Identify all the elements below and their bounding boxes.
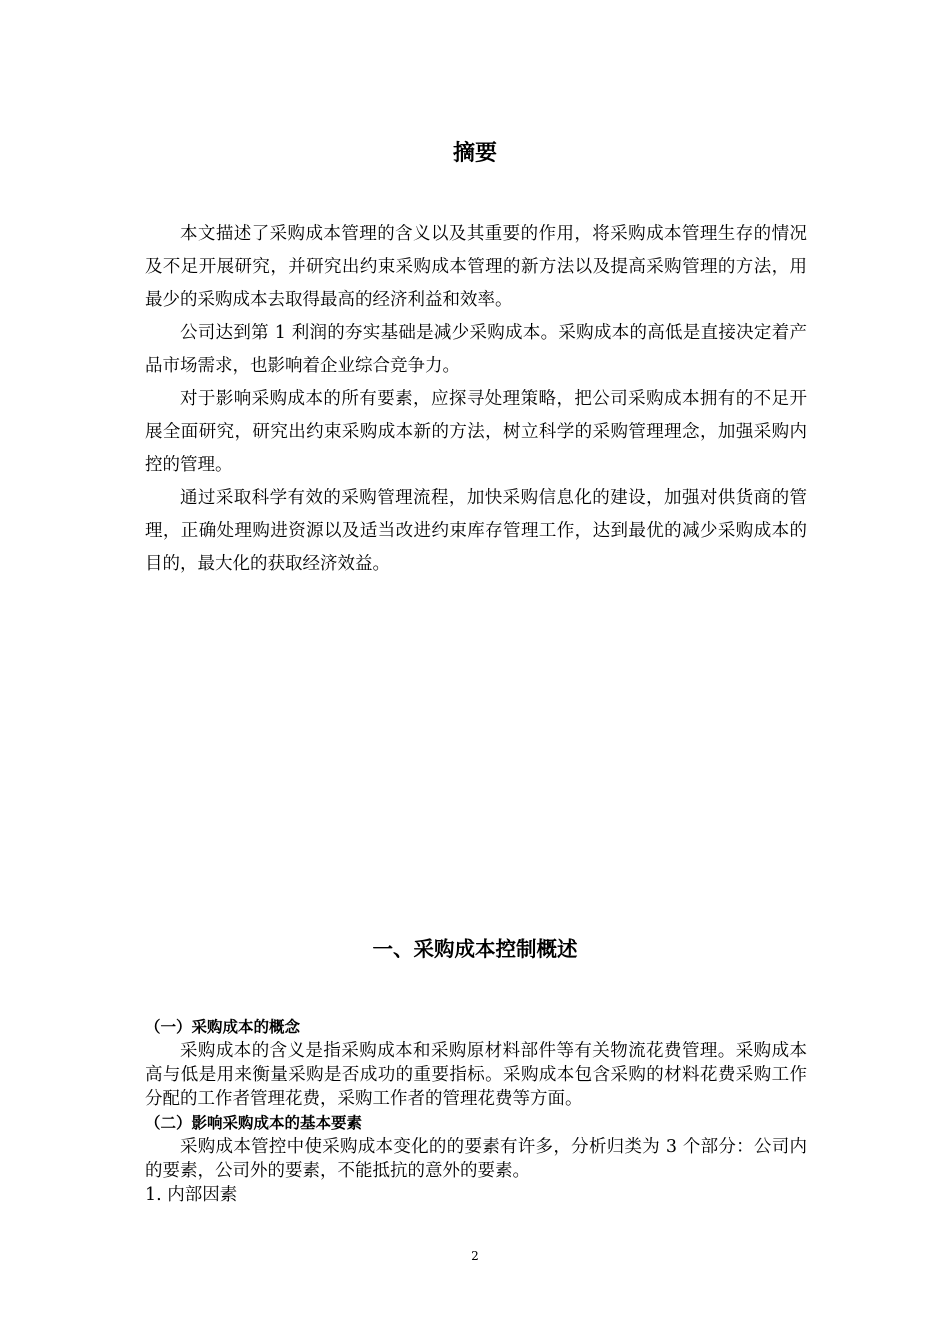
subsection-paragraph-2: 采购成本管控中使采购成本变化的的要素有许多，分析归类为 3 个部分：公司内的要素，公司外的要素，不能抵抗的意外的要素。 xyxy=(145,1137,807,1181)
section-title: 一、采购成本控制概述 xyxy=(372,937,578,961)
subsection-heading-1: （一）采购成本的概念 xyxy=(145,1018,301,1036)
abstract-paragraph-3: 对于影响采购成本的所有要素，应探寻处理策略，把公司采购成本拥有的不足开展全面研究，研究出约束采购成本新的方法，树立科学的采购管理理念，加强采购内控的管理。 xyxy=(145,389,807,475)
page-number: 2 xyxy=(471,1249,479,1263)
abstract-paragraph-1: 本文描述了采购成本管理的含义以及其重要的作用，将采购成本管理生存的情况及不足开展研究，并研究出约束采购成本管理的新方法以及提高采购管理的方法，用最少的采购成本去取得最高的经济利益和效率。 xyxy=(145,224,807,310)
section-body xyxy=(145,1015,807,1207)
abstract-title: 摘要 xyxy=(452,141,497,166)
subsection-paragraph-1: 采购成本的含义是指采购成本和采购原材料部件等有关物流花费管理。采购成本高与低是用来衡量采购是否成功的重要指标。采购成本包含采购的材料花费采购工作分配的工作者管理花费，采购工作者的管理花费等方面。 xyxy=(145,1041,807,1109)
abstract-paragraph-4: 通过采取科学有效的采购管理流程，加快采购信息化的建设，加强对供货商的管理，正确处理购进资源以及适当改进约束库存管理工作，达到最优的减少采购成本的目的，最大化的获取经济效益。 xyxy=(145,488,807,574)
abstract-paragraph-2: 公司达到第 1 利润的夯实基础是减少采购成本。采购成本的高低是直接决定着产品市场需求，也影响着企业综合竞争力。 xyxy=(145,323,807,376)
subsection-heading-2: （二）影响采购成本的基本要素 xyxy=(145,1114,363,1132)
list-item-internal-factors: 1. 内部因素 xyxy=(145,1185,238,1205)
abstract-body xyxy=(145,218,807,581)
